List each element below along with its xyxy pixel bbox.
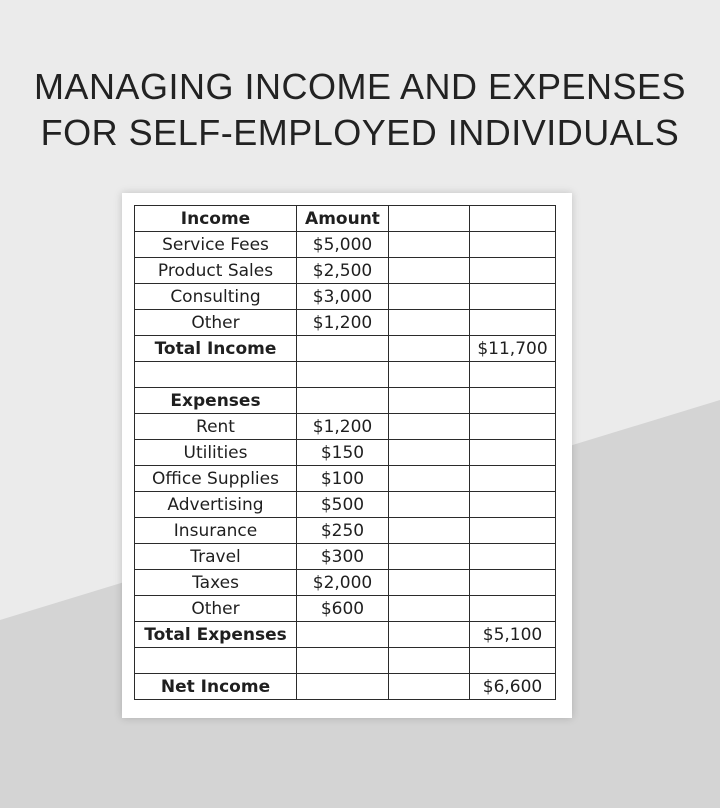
item-amount-cell[interactable]: $300 [297, 544, 389, 570]
empty-cell[interactable] [135, 648, 297, 674]
empty-cell[interactable] [389, 258, 470, 284]
empty-cell[interactable] [389, 622, 470, 648]
item-label-cell[interactable]: Rent [135, 414, 297, 440]
table-row-income-item [135, 310, 556, 336]
empty-cell[interactable] [389, 596, 470, 622]
expenses-heading-cell[interactable]: Expenses [135, 388, 297, 414]
spreadsheet-sheet [122, 193, 572, 718]
expense-rows [135, 414, 556, 622]
table-row-expense-item [135, 570, 556, 596]
page-title-line-2: FOR SELF-EMPLOYED INDIVIDUALS [40, 112, 680, 153]
item-label-cell[interactable]: Other [135, 596, 297, 622]
item-amount-cell[interactable]: $100 [297, 466, 389, 492]
page-title [0, 64, 720, 156]
item-label-cell[interactable]: Office Supplies [135, 466, 297, 492]
empty-cell[interactable] [470, 570, 556, 596]
table-row-expense-item [135, 544, 556, 570]
empty-cell[interactable] [389, 648, 470, 674]
empty-cell[interactable] [297, 336, 389, 362]
item-amount-cell[interactable]: $3,000 [297, 284, 389, 310]
empty-cell[interactable] [389, 310, 470, 336]
item-label-cell[interactable]: Utilities [135, 440, 297, 466]
item-label-cell[interactable]: Travel [135, 544, 297, 570]
empty-cell[interactable] [470, 596, 556, 622]
empty-cell[interactable] [470, 414, 556, 440]
net-income-label-cell[interactable]: Net Income [135, 674, 297, 700]
empty-cell[interactable] [470, 362, 556, 388]
item-label-cell[interactable]: Service Fees [135, 232, 297, 258]
table-row-expense-item [135, 466, 556, 492]
table-row-income-item [135, 258, 556, 284]
empty-cell[interactable] [135, 362, 297, 388]
page-title-line-1: MANAGING INCOME AND EXPENSES [33, 66, 687, 107]
table-row-expense-item [135, 518, 556, 544]
empty-cell[interactable] [389, 284, 470, 310]
item-amount-cell[interactable]: $2,000 [297, 570, 389, 596]
table-row-income-item [135, 284, 556, 310]
income-rows [135, 232, 556, 336]
empty-cell[interactable] [389, 492, 470, 518]
empty-cell[interactable] [470, 466, 556, 492]
table-row-expense-item [135, 596, 556, 622]
empty-cell[interactable] [297, 674, 389, 700]
empty-cell[interactable] [389, 232, 470, 258]
item-amount-cell[interactable]: $5,000 [297, 232, 389, 258]
empty-cell[interactable] [470, 310, 556, 336]
empty-cell[interactable] [470, 648, 556, 674]
empty-cell[interactable] [297, 362, 389, 388]
table-row-expense-item [135, 414, 556, 440]
item-amount-cell[interactable]: $2,500 [297, 258, 389, 284]
empty-cell[interactable] [389, 336, 470, 362]
empty-cell[interactable] [470, 206, 556, 232]
table-row-blank [135, 648, 556, 674]
table-row-expenses-heading [135, 388, 556, 414]
empty-cell[interactable] [470, 544, 556, 570]
empty-cell[interactable] [389, 466, 470, 492]
empty-cell[interactable] [389, 362, 470, 388]
total-income-value-cell[interactable]: $11,700 [470, 336, 556, 362]
empty-cell[interactable] [389, 206, 470, 232]
table-row-expense-item [135, 492, 556, 518]
item-label-cell[interactable]: Advertising [135, 492, 297, 518]
empty-cell[interactable] [389, 544, 470, 570]
table-row-total-income [135, 336, 556, 362]
table-row-total-expenses [135, 622, 556, 648]
item-amount-cell[interactable]: $500 [297, 492, 389, 518]
empty-cell[interactable] [297, 622, 389, 648]
income-header-cell[interactable]: Income [135, 206, 297, 232]
item-label-cell[interactable]: Product Sales [135, 258, 297, 284]
total-expenses-value-cell[interactable]: $5,100 [470, 622, 556, 648]
item-label-cell[interactable]: Other [135, 310, 297, 336]
empty-cell[interactable] [470, 284, 556, 310]
total-income-label-cell[interactable]: Total Income [135, 336, 297, 362]
empty-cell[interactable] [389, 414, 470, 440]
empty-cell[interactable] [470, 388, 556, 414]
item-label-cell[interactable]: Taxes [135, 570, 297, 596]
table-row-net-income [135, 674, 556, 700]
net-income-value-cell[interactable]: $6,600 [470, 674, 556, 700]
table-row-income-item [135, 232, 556, 258]
item-label-cell[interactable]: Consulting [135, 284, 297, 310]
amount-header-cell[interactable]: Amount [297, 206, 389, 232]
empty-cell[interactable] [389, 674, 470, 700]
empty-cell[interactable] [470, 440, 556, 466]
empty-cell[interactable] [470, 518, 556, 544]
empty-cell[interactable] [389, 570, 470, 596]
table-row-blank [135, 362, 556, 388]
item-amount-cell[interactable]: $150 [297, 440, 389, 466]
empty-cell[interactable] [297, 388, 389, 414]
income-expense-table [134, 205, 556, 700]
total-expenses-label-cell[interactable]: Total Expenses [135, 622, 297, 648]
item-amount-cell[interactable]: $1,200 [297, 310, 389, 336]
table-row-header [135, 206, 556, 232]
item-amount-cell[interactable]: $250 [297, 518, 389, 544]
item-amount-cell[interactable]: $600 [297, 596, 389, 622]
empty-cell[interactable] [470, 232, 556, 258]
item-label-cell[interactable]: Insurance [135, 518, 297, 544]
empty-cell[interactable] [389, 388, 470, 414]
table-row-expense-item [135, 440, 556, 466]
item-amount-cell[interactable]: $1,200 [297, 414, 389, 440]
empty-cell[interactable] [389, 518, 470, 544]
empty-cell[interactable] [470, 258, 556, 284]
empty-cell[interactable] [470, 492, 556, 518]
empty-cell[interactable] [389, 440, 470, 466]
empty-cell[interactable] [297, 648, 389, 674]
